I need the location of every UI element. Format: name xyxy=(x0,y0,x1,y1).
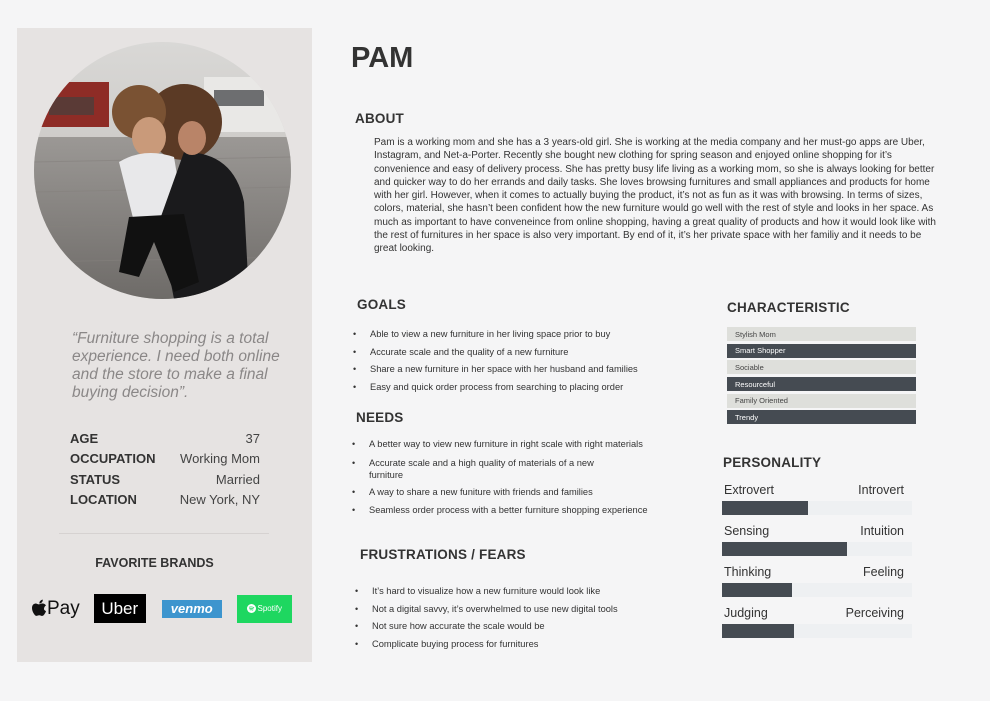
characteristic-tag xyxy=(727,377,916,391)
fact-label: LOCATION xyxy=(70,492,137,508)
fact-row-status xyxy=(70,469,260,490)
persona-facts xyxy=(70,428,260,510)
characteristic-label: Resourceful xyxy=(735,379,776,389)
persona-sidebar xyxy=(17,28,312,662)
apple-icon xyxy=(31,599,47,618)
trait-right-label: Introvert xyxy=(858,483,904,497)
list-item: • Easy and quick order process from searching to placing order xyxy=(353,379,653,397)
needs-title: NEEDS xyxy=(356,410,404,425)
trait-track xyxy=(722,624,912,638)
spotify-logo xyxy=(237,595,292,623)
fact-value: 37 xyxy=(245,430,260,446)
characteristic-tag xyxy=(727,360,916,374)
characteristic-label: Sociable xyxy=(735,362,764,372)
personality-trait-sensing-intuition xyxy=(722,524,912,556)
fact-value: New York, NY xyxy=(179,492,260,508)
frustrations-title: FRUSTRATIONS / FEARS xyxy=(360,547,526,562)
fact-row-occupation xyxy=(70,449,260,470)
apple-pay-label: Pay xyxy=(47,597,80,619)
favorite-brands xyxy=(31,594,292,623)
fact-label: OCCUPATION xyxy=(70,451,156,467)
frustrations-list xyxy=(355,583,655,654)
fact-label: STATUS xyxy=(70,471,121,487)
spotify-icon xyxy=(247,604,256,613)
persona-name: PAM xyxy=(351,42,414,74)
goals-title: GOALS xyxy=(357,297,407,312)
characteristic-tag xyxy=(727,410,916,424)
about-title: ABOUT xyxy=(355,111,404,126)
characteristic-tag xyxy=(727,394,916,408)
trait-track xyxy=(722,583,912,597)
trait-right-label: Feeling xyxy=(863,565,904,579)
fact-value: Working Mom xyxy=(180,451,260,467)
trait-track xyxy=(722,542,912,556)
trait-left-label: Judging xyxy=(724,606,768,620)
list-item: • Accurate scale and a high quality of materials of a new furniture xyxy=(352,457,610,481)
sidebar-divider xyxy=(59,533,269,534)
fact-row-age xyxy=(70,428,260,449)
characteristic-tag xyxy=(727,344,916,358)
spotify-label: Spotify xyxy=(257,604,282,613)
fact-row-location xyxy=(70,490,260,511)
venmo-logo xyxy=(162,600,222,618)
characteristic-label: Smart Shopper xyxy=(735,346,786,356)
persona-quote: “Furniture shopping is a total experience. I need both online and the store to make a final buying decision”. xyxy=(72,330,280,401)
characteristic-label: Stylish Mom xyxy=(735,329,776,339)
list-item: • A better way to view new furniture in right scale with right materials xyxy=(352,439,662,450)
personality-trait-thinking-feeling xyxy=(722,565,912,597)
fact-value: Married xyxy=(215,471,260,487)
venmo-label: venmo xyxy=(170,601,213,616)
trait-right-label: Intuition xyxy=(860,524,904,538)
characteristic-label: Family Oriented xyxy=(735,396,788,406)
list-item: • Accurate scale and the quality of a new furniture xyxy=(353,344,653,362)
list-item: • It’s hard to visualize how a new furniture would look like xyxy=(355,583,655,601)
favorite-brands-title: FAVORITE BRANDS xyxy=(95,556,214,570)
uber-logo xyxy=(94,594,146,623)
personality-trait-judging-perceiving xyxy=(722,606,912,638)
list-item: • Not a digital savvy, it’s overwhelmed to use new digital tools xyxy=(355,601,655,619)
personality-trait-extrovert-introvert xyxy=(722,483,912,515)
persona-photo xyxy=(34,42,291,299)
trait-level-bar xyxy=(722,542,847,556)
uber-label: Uber xyxy=(101,598,139,618)
characteristic-tag xyxy=(727,327,916,341)
list-item: • Seamless order process with a better furniture shopping experience xyxy=(352,505,662,516)
trait-level-bar xyxy=(722,583,792,597)
about-text: Pam is a working mom and she has a 3 years-old girl. She is working at the media company and her must-go apps are Uber, Instagram, and Net-a-Porter. Recently she bought new clothing for spring season and enjoyed online shopping for it’s convenience and easy of delivery process. She has pretty busy life living as a working mom, so she is always looking for better and quicker way to do her errands and daily tasks. She loves browsing furnitures and small appliances and products for home with her girl. However, when it comes to actually buying the product, it’s not as fun as it was with browsing. In terms of sizes, colors, material, she hasn’t been confident how the new furniture would go well with the rest of style and looks in her space. As much as important to have conveneince from online shopping, having a great quality of products and how it would look like with the rest of furnitures in her space is also very important. By end of it, it’s her private space with her familiy and it needs to be great looking. xyxy=(374,137,936,255)
trait-left-label: Thinking xyxy=(724,565,772,579)
list-item: • A way to share a new funiture with friends and families xyxy=(352,487,662,498)
trait-track xyxy=(722,501,912,515)
list-item: • Complicate buying process for furnitures xyxy=(355,636,655,654)
trait-left-label: Extrovert xyxy=(724,483,775,497)
list-item: • Share a new furniture in her space with her husband and families xyxy=(353,361,653,379)
needs-list xyxy=(352,439,662,516)
trait-level-bar xyxy=(722,624,794,638)
characteristic-label: Trendy xyxy=(735,412,759,422)
trait-right-label: Perceiving xyxy=(845,606,904,620)
list-item: • Not sure how accurate the scale would be xyxy=(355,618,655,636)
characteristic-title: CHARACTERISTIC xyxy=(727,300,850,315)
characteristic-list xyxy=(727,327,916,427)
goals-list xyxy=(353,326,653,396)
trait-left-label: Sensing xyxy=(724,524,770,538)
fact-label: AGE xyxy=(70,430,99,446)
trait-level-bar xyxy=(722,501,808,515)
personality-title: PERSONALITY xyxy=(723,455,822,470)
apple-pay-logo xyxy=(31,598,80,620)
photo-illustration xyxy=(34,42,291,299)
list-item: • Able to view a new furniture in her living space prior to buy xyxy=(353,326,653,344)
